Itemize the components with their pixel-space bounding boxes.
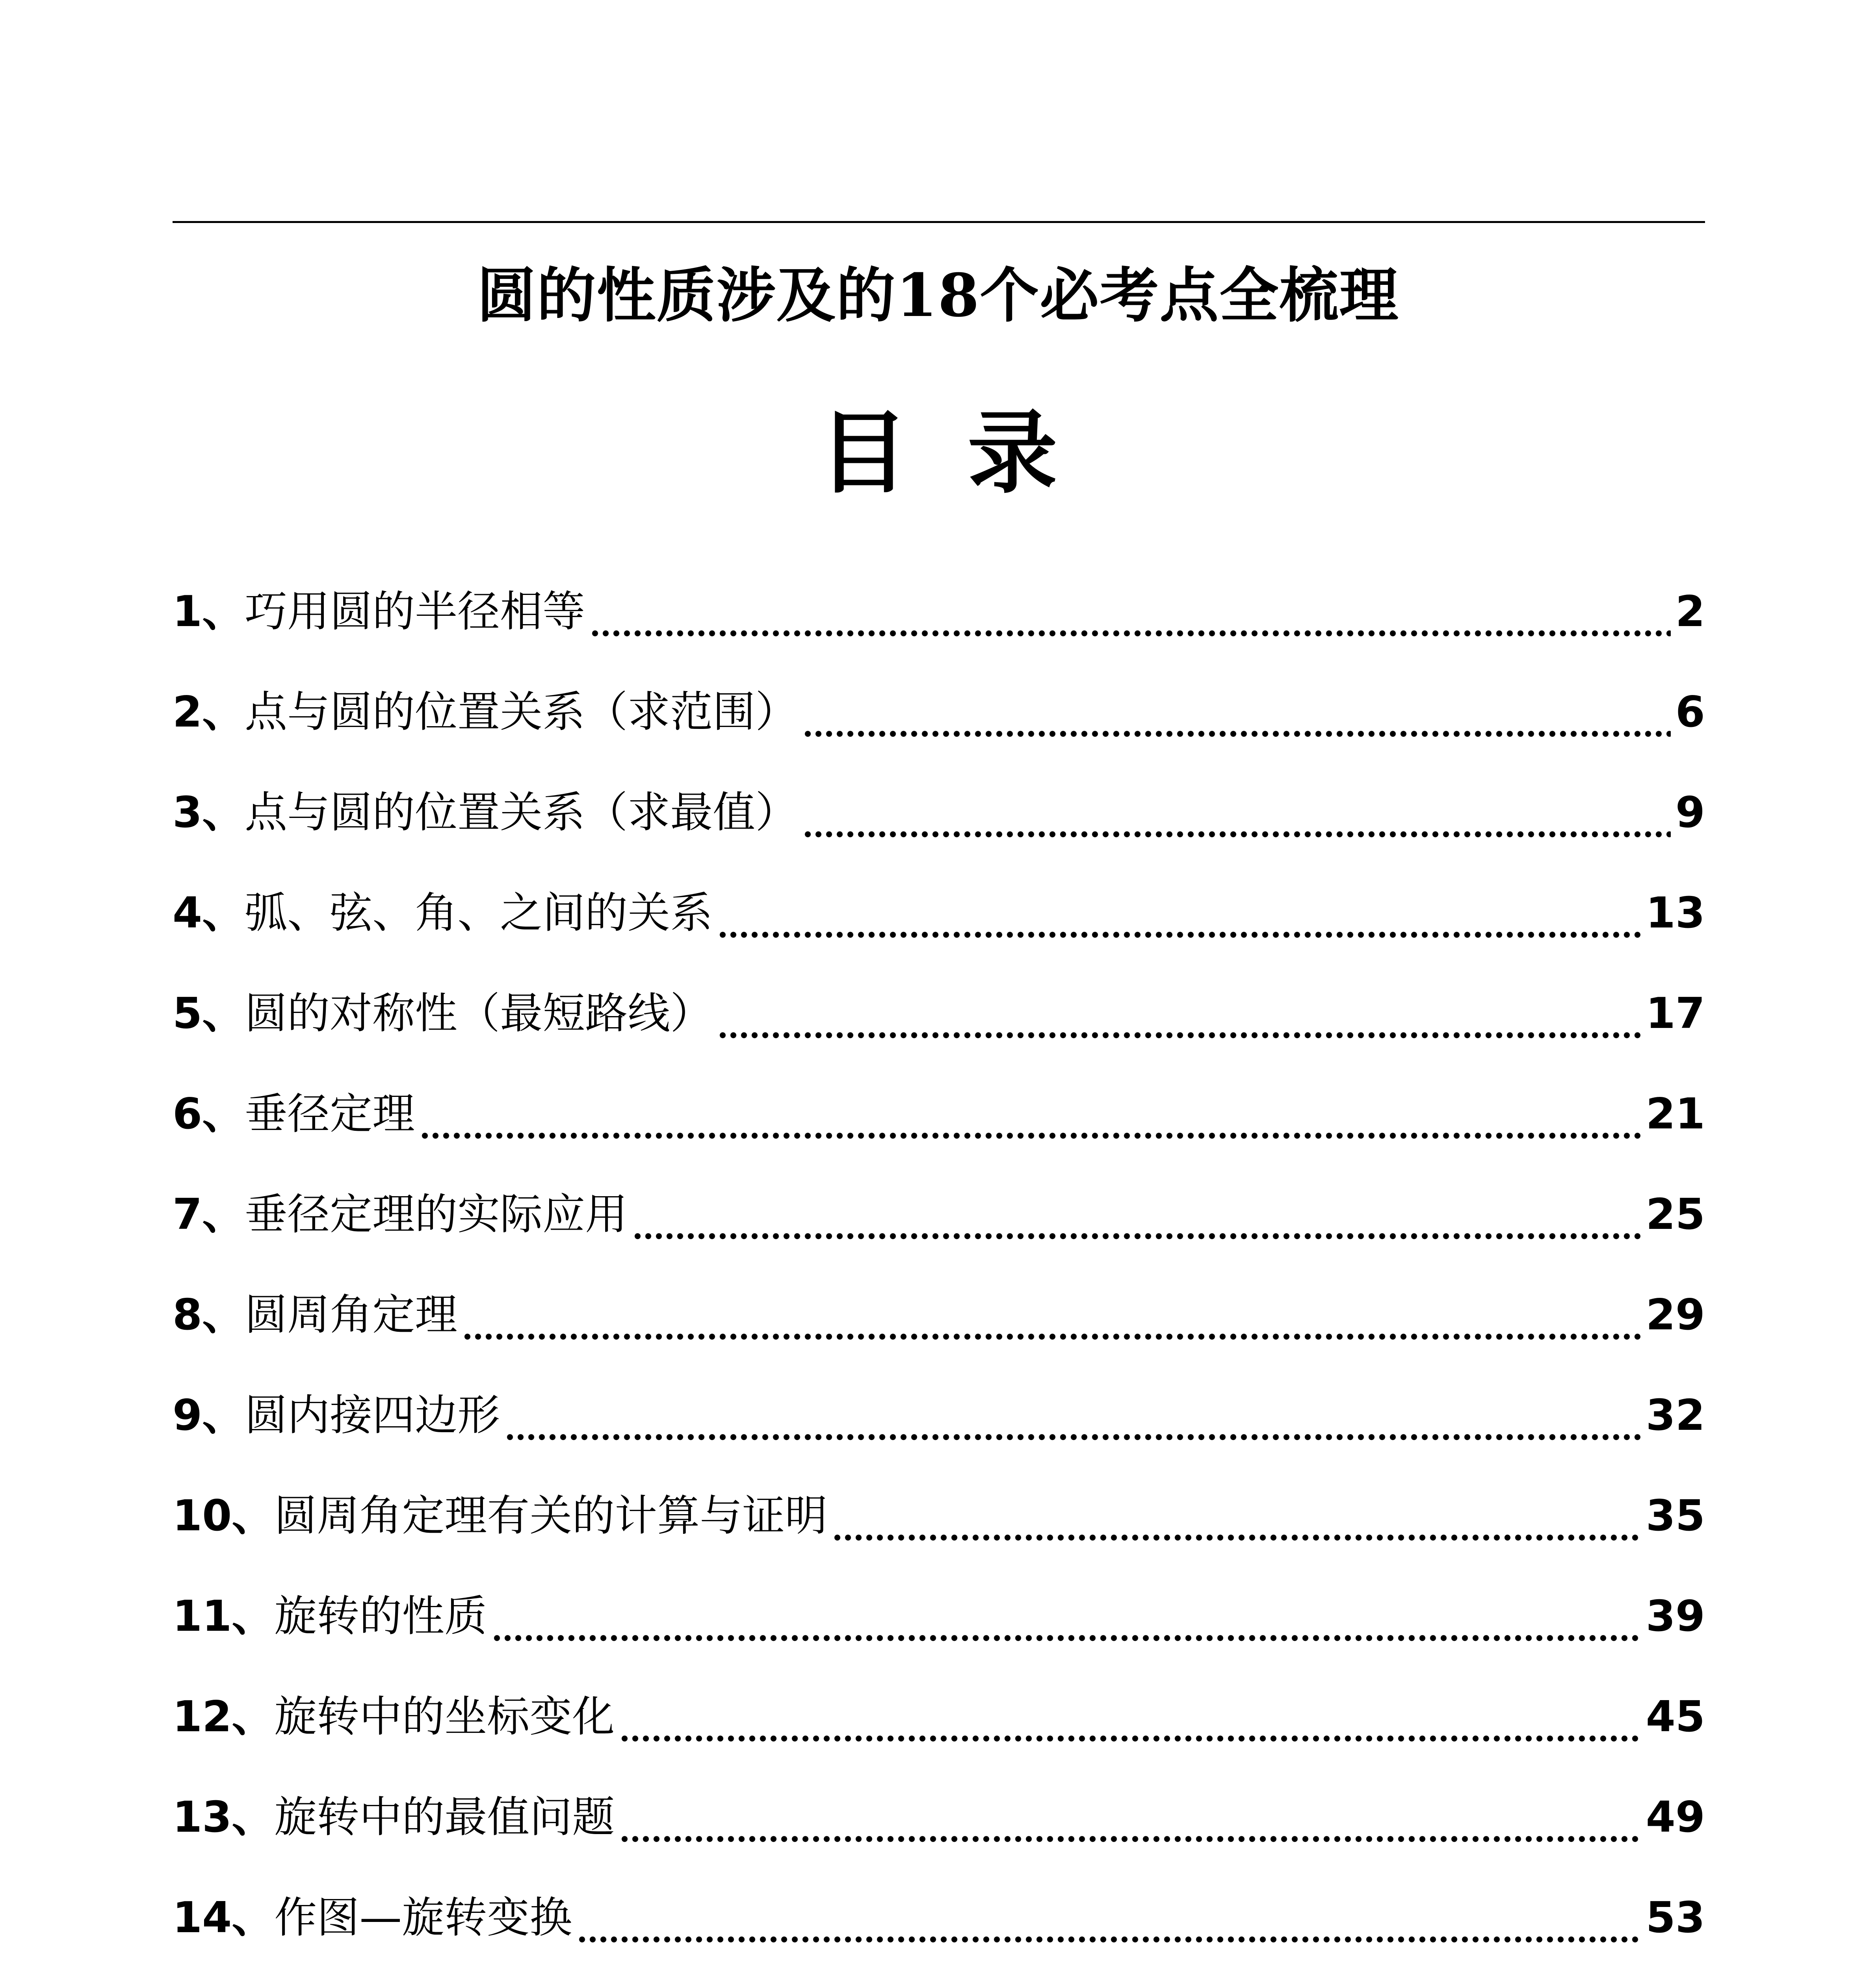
toc-entry[interactable] <box>173 963 1705 1064</box>
toc-entry-number: 9、 <box>173 1391 245 1440</box>
toc-entry-title: 圆周角定理 <box>245 1290 458 1340</box>
toc-dot-leader <box>577 1913 1641 1945</box>
toc-dot-leader <box>802 808 1671 840</box>
toc-dot-leader <box>505 1411 1641 1442</box>
toc-entry-title: 旋转的性质 <box>274 1592 487 1641</box>
toc-dot-leader <box>590 607 1671 639</box>
toc-entry[interactable] <box>173 1064 1705 1164</box>
toc-entry[interactable] <box>173 1365 1705 1466</box>
toc-entry-title: 垂径定理 <box>245 1089 415 1139</box>
toc-entry-title: 圆的对称性（最短路线） <box>245 989 713 1038</box>
toc-entry[interactable] <box>173 561 1705 662</box>
toc-entry-page: 39 <box>1646 1592 1705 1641</box>
toc-entry-page: 13 <box>1646 888 1705 938</box>
toc-entry-number: 4、 <box>173 888 245 938</box>
toc-entry-page: 49 <box>1646 1793 1705 1842</box>
toc-heading <box>0 396 1876 510</box>
toc-list <box>173 561 1705 1970</box>
toc-dot-leader <box>492 1612 1641 1643</box>
toc-entry-number: 1、 <box>173 587 245 636</box>
toc-dot-leader <box>619 1813 1641 1844</box>
toc-entry-page: 21 <box>1646 1089 1705 1139</box>
toc-entry-title: 旋转中的最值问题 <box>274 1793 615 1842</box>
toc-entry-title: 旋转中的坐标变化 <box>274 1692 615 1741</box>
toc-entry-title <box>274 1968 529 1970</box>
toc-entry[interactable] <box>173 1466 1705 1566</box>
toc-entry[interactable] <box>173 1868 1705 1968</box>
toc-entry-page: 35 <box>1646 1491 1705 1541</box>
document-title: 圆的性质涉及的18个必考点全梳理 <box>477 261 1399 330</box>
toc-entry-number: 14、 <box>173 1893 275 1942</box>
toc-entry-title: 巧用圆的半径相等 <box>245 587 585 636</box>
toc-entry[interactable] <box>173 1566 1705 1667</box>
toc-entry[interactable] <box>173 1968 1705 1970</box>
toc-entry-page: 2 <box>1675 587 1705 636</box>
toc-dot-leader <box>802 708 1671 739</box>
top-divider <box>173 221 1705 223</box>
toc-entry-page: 29 <box>1646 1290 1705 1340</box>
toc-entry-page <box>1646 1968 1705 1970</box>
toc-entry-number <box>173 1968 274 1970</box>
toc-entry[interactable] <box>173 1164 1705 1265</box>
toc-entry-number: 13、 <box>173 1793 275 1842</box>
toc-entry-title: 圆内接四边形 <box>245 1391 500 1440</box>
toc-dot-leader <box>717 909 1641 940</box>
toc-entry[interactable] <box>173 1265 1705 1365</box>
toc-entry-number: 5、 <box>173 989 245 1038</box>
toc-entry-title: 圆周角定理有关的计算与证明 <box>274 1491 828 1541</box>
toc-entry-number: 12、 <box>173 1692 275 1741</box>
toc-entry-number: 7、 <box>173 1190 245 1239</box>
toc-entry-page: 17 <box>1646 989 1705 1038</box>
toc-entry-number: 6、 <box>173 1089 245 1139</box>
toc-entry-number: 10、 <box>173 1491 275 1541</box>
toc-heading-char-2: 录 <box>968 401 1057 506</box>
toc-entry-title: 作图—旋转变换 <box>274 1893 572 1942</box>
toc-entry-page: 9 <box>1675 788 1705 837</box>
toc-entry-title: 点与圆的位置关系（求范围） <box>245 688 798 737</box>
toc-entry-number: 8、 <box>173 1290 245 1340</box>
toc-entry-title: 点与圆的位置关系（求最值） <box>245 788 798 837</box>
toc-dot-leader <box>832 1511 1641 1543</box>
toc-entry[interactable] <box>173 662 1705 762</box>
toc-entry-title: 垂径定理的实际应用 <box>245 1190 628 1239</box>
toc-entry-page: 53 <box>1646 1893 1705 1942</box>
toc-entry-title: 弧、弦、角、之间的关系 <box>245 888 713 938</box>
toc-entry[interactable] <box>173 762 1705 863</box>
toc-entry-page: 6 <box>1675 688 1705 737</box>
toc-dot-leader <box>619 1712 1641 1744</box>
toc-dot-leader <box>420 1110 1641 1141</box>
toc-dot-leader <box>462 1310 1641 1342</box>
toc-entry-page: 32 <box>1646 1391 1705 1440</box>
toc-dot-leader <box>717 1009 1641 1041</box>
toc-entry[interactable] <box>173 1667 1705 1767</box>
toc-entry-page: 45 <box>1646 1692 1705 1741</box>
toc-entry-number: 2、 <box>173 688 245 737</box>
toc-entry[interactable] <box>173 1767 1705 1868</box>
toc-dot-leader <box>632 1210 1641 1241</box>
toc-entry-page: 25 <box>1646 1190 1705 1239</box>
toc-entry-number: 3、 <box>173 788 245 837</box>
toc-entry-number: 11、 <box>173 1592 275 1641</box>
toc-entry[interactable] <box>173 863 1705 963</box>
toc-heading-char-1: 目 <box>819 401 908 506</box>
